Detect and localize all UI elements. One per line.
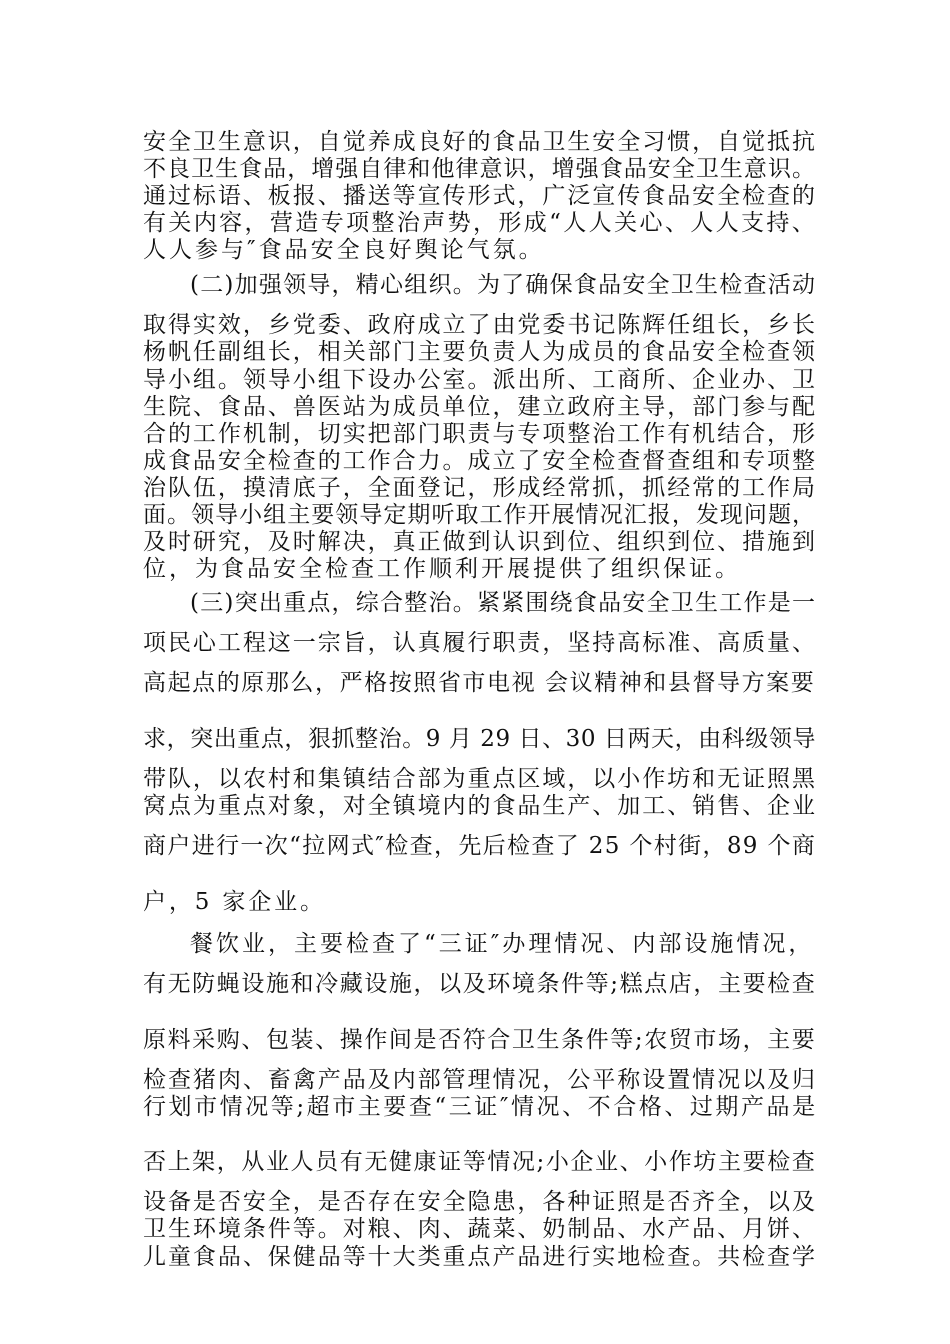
text-line: 合的工作机制，切实把部门职责与专项整治工作有机结合，形 — [143, 421, 817, 447]
text-line: 窝点为重点对象，对全镇境内的食品生产、加工、销售、企业 — [143, 793, 817, 819]
text-line: 及时研究，及时解决，真正做到认识到位、组织到位、措施到 — [143, 529, 817, 555]
text-line: 带队，以农村和集镇结合部为重点区域，以小作坊和无证照黑 — [143, 766, 817, 792]
text-line: 商户进行一次“拉网式″检查，先后检查了 25 个村街，89 个商 — [143, 833, 817, 859]
text-line: 卫生环境条件等。对粮、肉、蔬菜、奶制品、水产品、月饼、 — [143, 1216, 817, 1242]
text-line: 项民心工程这一宗旨，认真履行职责，坚持高标准、高质量、 — [143, 630, 817, 656]
text-line: 取得实效，乡党委、政府成立了由党委书记陈辉任组长，乡长 — [143, 312, 817, 338]
text-line: 否上架，从业人员有无健康证等情况;小企业、小作坊主要检查 — [143, 1149, 817, 1175]
text-line: 人人参与″食品安全良好舆论气氛。 — [143, 237, 545, 263]
text-line: 不良卫生食品，增强自律和他律意识，增强食品安全卫生意识。 — [143, 156, 817, 182]
paragraph-start-line: (三)突出重点，综合整治。紧紧围绕食品安全卫生工作是一 — [190, 590, 817, 616]
text-line: 位，为食品安全检查工作顺利开展提供了组织保证。 — [143, 556, 741, 582]
text-line: 行划市情况等;超市主要查“三证″情况、不合格、过期产品是 — [143, 1094, 818, 1120]
text-line: 有关内容，营造专项整治声势，形成“人人关心、人人支持、 — [143, 210, 818, 236]
text-line: 通过标语、板报、播送等宣传形式，广泛宣传食品安全检查的 — [143, 183, 817, 209]
text-line: 有无防蝇设施和冷藏设施，以及环境条件等;糕点店，主要检查 — [143, 971, 817, 997]
text-line: 面。领导小组主要领导定期听取工作开展情况汇报，发现问题， — [143, 502, 817, 528]
text-line: 导小组。领导小组下设办公室。派出所、工商所、企业办、卫 — [143, 367, 817, 393]
paragraph-start-line: 餐饮业，主要检查了“三证″办理情况、内部设施情况， — [190, 931, 815, 957]
text-line: 检查猪肉、畜禽产品及内部管理情况，公平称设置情况以及归 — [143, 1067, 817, 1093]
text-line: 求，突出重点，狠抓整治。9 月 29 日、30 日两天，由科级领导 — [143, 726, 816, 752]
text-line: 户，5 家企业。 — [143, 889, 326, 915]
paragraph-start-line: (二)加强领导，精心组织。为了确保食品安全卫生检查活动 — [190, 272, 817, 298]
text-line: 高起点的原那么，严格按照省市电视 会议精神和县督导方案要 — [143, 670, 816, 696]
text-line: 治队伍，摸清底子，全面登记，形成经常抓，抓经常的工作局 — [143, 475, 817, 501]
text-line: 成食品安全检查的工作合力。成立了安全检查督查组和专项整 — [143, 448, 817, 474]
text-line: 杨帆任副组长，相关部门主要负责人为成员的食品安全检查领 — [143, 339, 817, 365]
text-line: 儿童食品、保健品等十大类重点产品进行实地检查。共检查学 — [143, 1244, 817, 1270]
text-line: 设备是否安全，是否存在安全隐患，各种证照是否齐全，以及 — [143, 1189, 817, 1215]
text-line: 原料采购、包装、操作间是否符合卫生条件等;农贸市场，主要 — [143, 1027, 817, 1053]
text-line: 生院、食品、兽医站为成员单位，建立政府主导，部门参与配 — [143, 394, 817, 420]
text-line: 安全卫生意识，自觉养成良好的食品卫生安全习惯，自觉抵抗 — [143, 129, 817, 155]
